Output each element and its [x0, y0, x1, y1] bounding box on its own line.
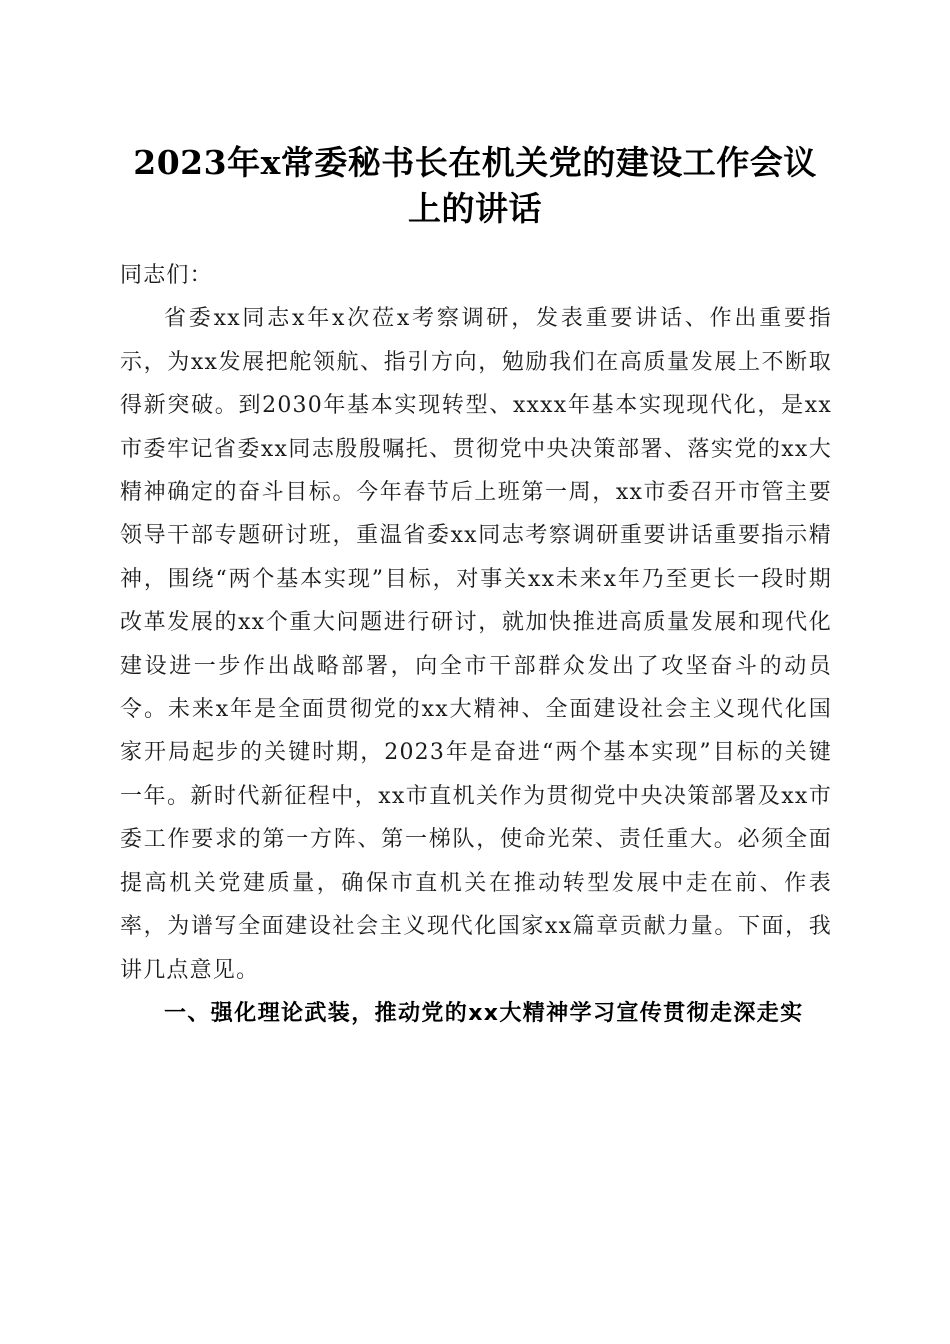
document-body [120, 254, 832, 1035]
body-paragraph: 省委xx同志x年x次莅x考察调研，发表重要讲话、作出重要指示，为xx发展把舵领航、指引方向，勉励我们在高质量发展上不断取得新突破。到2030年基本实现转型、xxxx年基本实现现代化，是xx市委牢记省委xx同志殷殷嘱托、贯彻党中央决策部署、落实党的xx大精神确定的奋斗目标。今年春节后上班第一周，xx市委召开市管主要领导干部专题研讨班，重温省委xx同志考察调研重要讲话重要指示精神，围绕“两个基本实现”目标，对事关xx未来x年乃至更长一段时期改革发展的xx个重大问题进行研讨，就加快推进高质量发展和现代化建设进一步作出战略部署，向全市干部群众发出了攻坚奋斗的动员令。未来x年是全面贯彻党的xx大精神、全面建设社会主义现代化国家开局起步的关键时期，2023年是奋进“两个基本实现”目标的关键一年。新时代新征程中，xx市直机关作为贯彻党中央决策部署及xx市委工作要求的第一方阵、第一梯队，使命光荣、责任重大。必须全面提高机关党建质量，确保市直机关在推动转型发展中走在前、作表率，为谱写全面建设社会主义现代化国家xx篇章贡献力量。下面，我讲几点意见。 [120, 306, 832, 983]
title-line-2: 上的讲话 [408, 189, 542, 228]
section-heading: 一、强化理论武装，推动党的xx大精神学习宣传贯彻走深走实 [164, 1000, 804, 1026]
title-line-1: 2023年x常委秘书长在机关党的建设工作会议 [133, 143, 817, 182]
document-title [110, 140, 840, 232]
greeting: 同志们： [120, 263, 213, 288]
